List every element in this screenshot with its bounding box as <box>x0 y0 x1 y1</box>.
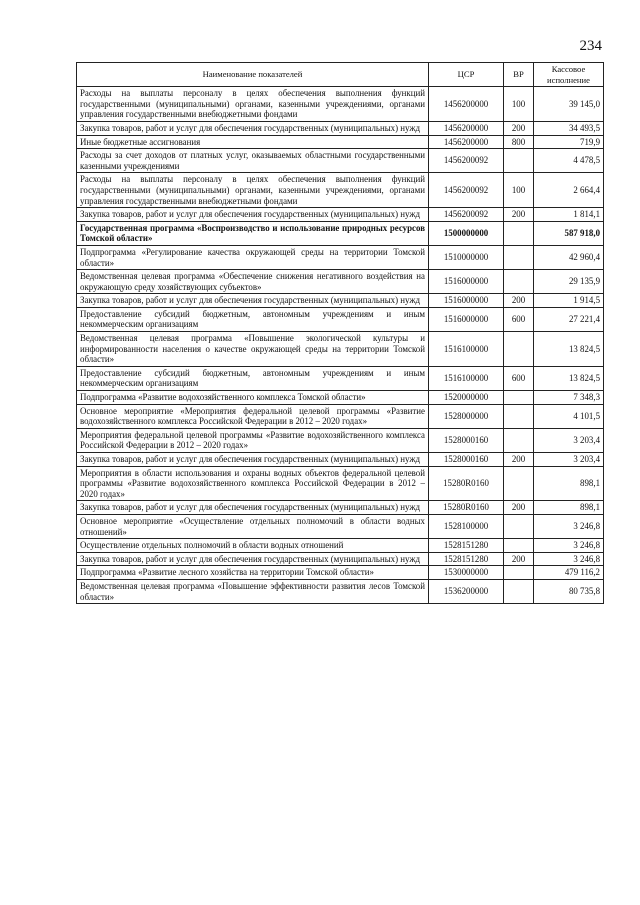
cell-name: Закупка товаров, работ и услуг для обеспечения государственных (муниципальных) нужд <box>77 294 429 308</box>
cell-csr: 1456200092 <box>429 173 504 208</box>
cell-csr: 15280R0160 <box>429 466 504 501</box>
cell-csr: 1456200000 <box>429 121 504 135</box>
cell-vr: 600 <box>504 366 534 390</box>
table-row <box>77 566 604 580</box>
cell-csr: 1500000000 <box>429 221 504 245</box>
cell-vr: 200 <box>504 501 534 515</box>
cell-csr: 1520000000 <box>429 391 504 405</box>
table-row <box>77 208 604 222</box>
table-row <box>77 149 604 173</box>
cell-name: Ведомственная целевая программа «Обеспечение снижения негативного воздействия на окружающую среду хозяйствующих субъектов» <box>77 270 429 294</box>
table-row <box>77 539 604 553</box>
table-row <box>77 428 604 452</box>
cell-name: Закупка товаров, работ и услуг для обеспечения государственных (муниципальных) нужд <box>77 552 429 566</box>
cell-csr: 1510000000 <box>429 245 504 269</box>
budget-execution-table <box>76 62 604 604</box>
cell-amount: 1 814,1 <box>534 208 604 222</box>
cell-vr <box>504 245 534 269</box>
cell-vr: 100 <box>504 173 534 208</box>
cell-name: Расходы на выплаты персоналу в целях обеспечения выполнения функций государственными (муниципальными) органами, казенными учреждениями, органами управления государственными внебюджетными фондами <box>77 87 429 122</box>
cell-name: Основное мероприятие «Мероприятия федеральной целевой программы «Развитие водохозяйственного комплекса Российской Федерации в 2012 – 2020 годах» <box>77 404 429 428</box>
table-row <box>77 332 604 367</box>
table-row <box>77 391 604 405</box>
table-row <box>77 404 604 428</box>
cell-vr <box>504 428 534 452</box>
table-header-row <box>77 63 604 87</box>
page-number: 234 <box>579 38 602 54</box>
cell-name: Мероприятия федеральной целевой программы «Развитие водохозяйственного комплекса Российской Федерации в 2012 – 2020 годах» <box>77 428 429 452</box>
cell-csr: 1528151280 <box>429 539 504 553</box>
cell-vr: 200 <box>504 208 534 222</box>
cell-name: Подпрограмма «Развитие водохозяйственного комплекса Томской области» <box>77 391 429 405</box>
cell-csr: 1456200000 <box>429 87 504 122</box>
cell-name: Иные бюджетные ассигнования <box>77 135 429 149</box>
cell-csr: 1528000160 <box>429 428 504 452</box>
table-row <box>77 270 604 294</box>
cell-vr <box>504 391 534 405</box>
cell-name: Подпрограмма «Развитие лесного хозяйства на территории Томской области» <box>77 566 429 580</box>
cell-csr: 1528100000 <box>429 514 504 538</box>
cell-vr <box>504 221 534 245</box>
cell-amount: 4 101,5 <box>534 404 604 428</box>
cell-vr <box>504 579 534 603</box>
cell-vr: 200 <box>504 294 534 308</box>
cell-amount: 34 493,5 <box>534 121 604 135</box>
cell-csr: 1456200000 <box>429 135 504 149</box>
cell-name: Закупка товаров, работ и услуг для обеспечения государственных (муниципальных) нужд <box>77 121 429 135</box>
cell-csr: 1536200000 <box>429 579 504 603</box>
cell-vr: 600 <box>504 307 534 331</box>
cell-amount: 2 664,4 <box>534 173 604 208</box>
cell-amount: 29 135,9 <box>534 270 604 294</box>
cell-amount: 13 824,5 <box>534 366 604 390</box>
cell-csr: 1516100000 <box>429 366 504 390</box>
table-row <box>77 552 604 566</box>
table-row <box>77 514 604 538</box>
table-row <box>77 466 604 501</box>
table-row <box>77 294 604 308</box>
cell-amount: 7 348,3 <box>534 391 604 405</box>
cell-vr <box>504 149 534 173</box>
table-row <box>77 245 604 269</box>
cell-vr <box>504 466 534 501</box>
cell-vr <box>504 566 534 580</box>
cell-csr: 1528151280 <box>429 552 504 566</box>
table-row <box>77 87 604 122</box>
cell-amount: 479 116,2 <box>534 566 604 580</box>
cell-amount: 719,9 <box>534 135 604 149</box>
cell-amount: 3 246,8 <box>534 552 604 566</box>
cell-name: Предоставление субсидий бюджетным, автономным учреждениям и иным некоммерческим организациям <box>77 366 429 390</box>
cell-amount: 42 960,4 <box>534 245 604 269</box>
cell-vr <box>504 332 534 367</box>
cell-csr: 1528000000 <box>429 404 504 428</box>
cell-name: Расходы на выплаты персоналу в целях обеспечения выполнения функций государственными (муниципальными) органами, казенными учреждениями, органами управления государственными внебюджетными фондами <box>77 173 429 208</box>
cell-vr <box>504 404 534 428</box>
cell-vr <box>504 514 534 538</box>
cell-vr: 200 <box>504 453 534 467</box>
cell-csr: 1516000000 <box>429 270 504 294</box>
cell-name: Расходы за счет доходов от платных услуг, оказываемых областными государственными казенными учреждениями <box>77 149 429 173</box>
cell-amount: 27 221,4 <box>534 307 604 331</box>
table-row <box>77 221 604 245</box>
cell-csr: 1516000000 <box>429 307 504 331</box>
cell-csr: 1516000000 <box>429 294 504 308</box>
cell-amount: 3 246,8 <box>534 514 604 538</box>
cell-vr <box>504 270 534 294</box>
table-row <box>77 121 604 135</box>
cell-amount: 39 145,0 <box>534 87 604 122</box>
cell-vr: 200 <box>504 121 534 135</box>
table-row <box>77 501 604 515</box>
cell-amount: 13 824,5 <box>534 332 604 367</box>
cell-amount: 3 203,4 <box>534 428 604 452</box>
cell-amount: 898,1 <box>534 501 604 515</box>
cell-name: Осуществление отдельных полномочий в области водных отношений <box>77 539 429 553</box>
cell-csr: 1456200092 <box>429 149 504 173</box>
cell-amount: 80 735,8 <box>534 579 604 603</box>
table-row <box>77 453 604 467</box>
cell-name: Государственная программа «Воспроизводство и использование природных ресурсов Томской области» <box>77 221 429 245</box>
header-amount: Кассовое исполнение <box>534 63 604 87</box>
cell-vr: 100 <box>504 87 534 122</box>
cell-name: Закупка товаров, работ и услуг для обеспечения государственных (муниципальных) нужд <box>77 208 429 222</box>
cell-csr: 1530000000 <box>429 566 504 580</box>
cell-amount: 1 914,5 <box>534 294 604 308</box>
cell-vr <box>504 539 534 553</box>
cell-amount: 898,1 <box>534 466 604 501</box>
cell-name: Подпрограмма «Регулирование качества окружающей среды на территории Томской области» <box>77 245 429 269</box>
header-vr: ВР <box>504 63 534 87</box>
cell-name: Основное мероприятие «Осуществление отдельных полномочий в области водных отношений» <box>77 514 429 538</box>
cell-vr: 800 <box>504 135 534 149</box>
cell-amount: 3 203,4 <box>534 453 604 467</box>
table-row <box>77 135 604 149</box>
table-body <box>77 87 604 604</box>
table-row <box>77 173 604 208</box>
cell-name: Закупка товаров, работ и услуг для обеспечения государственных (муниципальных) нужд <box>77 501 429 515</box>
cell-csr: 1516100000 <box>429 332 504 367</box>
header-name: Наименование показателей <box>77 63 429 87</box>
cell-name: Предоставление субсидий бюджетным, автономным учреждениям и иным некоммерческим организациям <box>77 307 429 331</box>
cell-name: Мероприятия в области использования и охраны водных объектов федеральной целевой программы «Развитие водохозяйственного комплекса Российской Федерации в 2012 – 2020 годах» <box>77 466 429 501</box>
cell-vr: 200 <box>504 552 534 566</box>
cell-csr: 1456200092 <box>429 208 504 222</box>
cell-csr: 1528000160 <box>429 453 504 467</box>
cell-name: Закупка товаров, работ и услуг для обеспечения государственных (муниципальных) нужд <box>77 453 429 467</box>
header-csr: ЦСР <box>429 63 504 87</box>
cell-name: Ведомственная целевая программа «Повышение эффективности развития лесов Томской области» <box>77 579 429 603</box>
table-row <box>77 579 604 603</box>
cell-amount: 4 478,5 <box>534 149 604 173</box>
cell-csr: 15280R0160 <box>429 501 504 515</box>
table-row <box>77 307 604 331</box>
cell-name: Ведомственная целевая программа «Повышение экологической культуры и информированности населения о качестве окружающей среды на территории Томской области» <box>77 332 429 367</box>
table-row <box>77 366 604 390</box>
cell-amount: 587 918,0 <box>534 221 604 245</box>
cell-amount: 3 246,8 <box>534 539 604 553</box>
